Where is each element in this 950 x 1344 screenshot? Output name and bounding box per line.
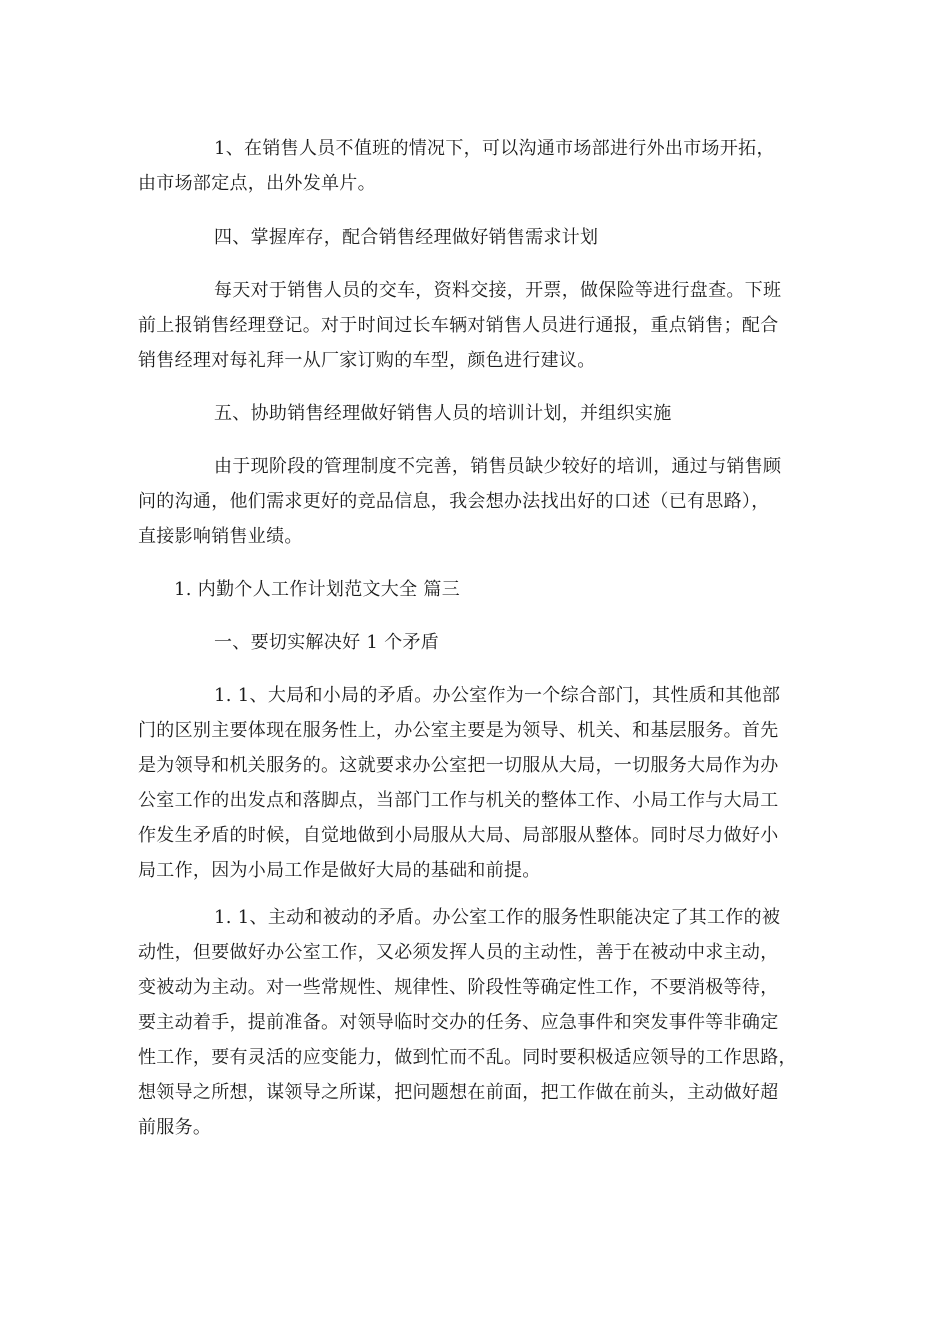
text-line: 由于现阶段的管理制度不完善，销售员缺少较好的培训，通过与销售顾	[214, 456, 782, 477]
paragraph-active-passive	[138, 900, 818, 1145]
text-line: 1. 1、主动和被动的矛盾。办公室工作的服务性职能决定了其工作的被	[214, 907, 781, 928]
text-line: 问的沟通，他们需求更好的竞品信息，我会想办法找出好的口述（已有思路），	[138, 491, 770, 512]
text-line: 门的区别主要体现在服务性上，办公室主要是为领导、机关、和基层服务。首先	[138, 720, 779, 741]
section-title-text: 1. 内勤个人工作计划范文大全 篇三	[174, 579, 461, 600]
paragraph-big-small-picture	[138, 678, 818, 888]
text-line: 公室工作的出发点和落脚点，当部门工作与机关的整体工作、小局工作与大局工	[138, 790, 779, 811]
paragraph-daily-check	[138, 273, 818, 378]
text-line: 变被动为主动。对一些常规性、规律性、阶段性等确定性工作，不要消极等待，	[138, 977, 779, 998]
text-line: 1. 1、大局和小局的矛盾。办公室作为一个综合部门，其性质和其他部	[214, 685, 781, 706]
text-line: 是为领导和机关服务的。这就要求办公室把一切服从大局，一切服务大局作为办	[138, 755, 779, 776]
text-line: 由市场部定点，出外发单片。	[138, 173, 376, 194]
text-line: 想领导之所想，谋领导之所谋，把问题想在前面，把工作做在前头，主动做好超	[138, 1082, 779, 1103]
section-heading-training	[138, 396, 818, 431]
text-line: 每天对于销售人员的交车，资料交接，开票，做保险等进行盘查。下班	[214, 280, 782, 301]
text-line: 前上报销售经理登记。对于时间过长车辆对销售人员进行通报，重点销售；配合	[138, 315, 779, 336]
paragraph-management	[138, 449, 818, 554]
heading-text: 一、要切实解决好 1 个矛盾	[214, 632, 440, 653]
text-line: 作发生矛盾的时候，自觉地做到小局服从大局、局部服从整体。同时尽力做好小	[138, 825, 779, 846]
section-heading-inventory	[138, 220, 818, 255]
section-heading-contradiction	[138, 625, 818, 660]
paragraph-market-expansion	[138, 131, 818, 201]
text-line: 直接影响销售业绩。	[138, 526, 303, 547]
text-line: 1、在销售人员不值班的情况下，可以沟通市场部进行外出市场开拓，	[214, 138, 775, 159]
heading-text: 四、掌握库存，配合销售经理做好销售需求计划	[214, 227, 599, 248]
text-line: 前服务。	[138, 1117, 212, 1138]
document-section-title	[138, 572, 818, 607]
text-line: 局工作，因为小局工作是做好大局的基础和前提。	[138, 860, 541, 881]
text-line: 要主动着手，提前准备。对领导临时交办的任务、应急事件和突发事件等非确定	[138, 1012, 779, 1033]
text-line: 销售经理对每礼拜一从厂家订购的车型，颜色进行建议。	[138, 350, 596, 371]
heading-text: 五、协助销售经理做好销售人员的培训计划，并组织实施	[214, 403, 672, 424]
text-line: 动性，但要做好办公室工作，又必须发挥人员的主动性，善于在被动中求主动，	[138, 942, 779, 963]
text-line: 性工作，要有灵活的应变能力，做到忙而不乱。同时要积极适应领导的工作思路，	[138, 1047, 797, 1068]
